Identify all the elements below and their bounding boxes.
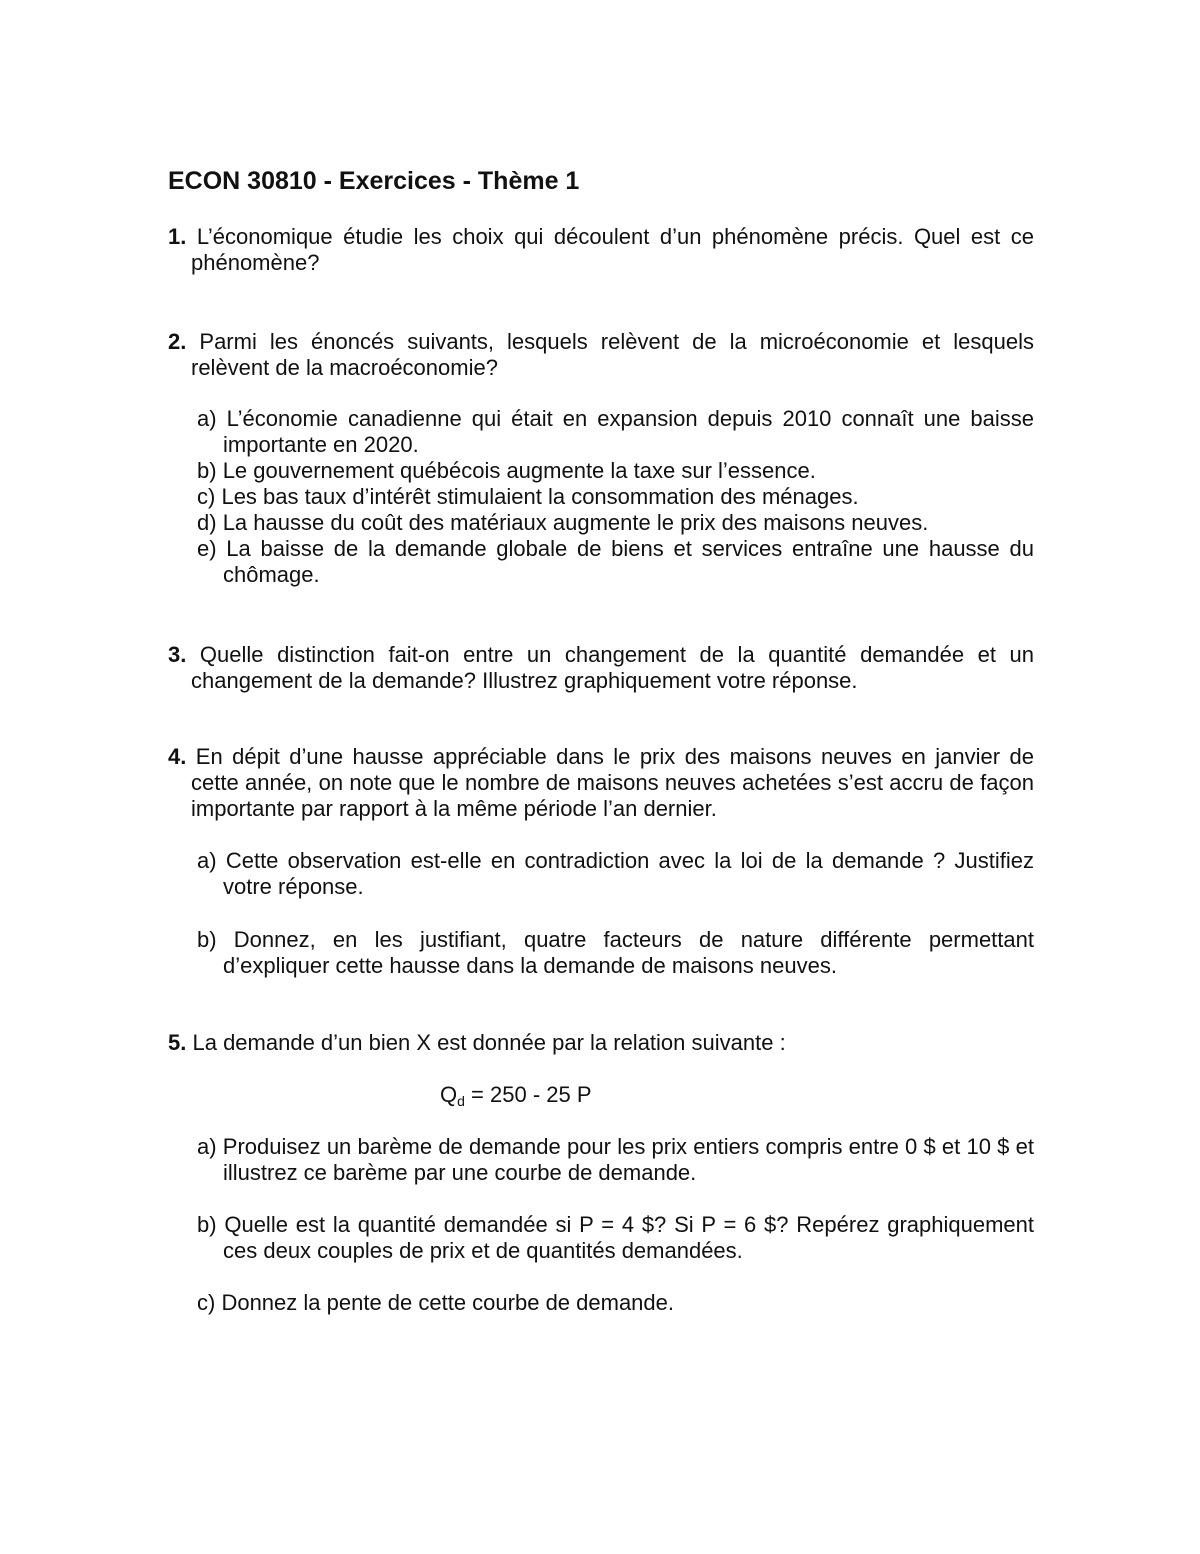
question-4-subitem-b (197, 927, 1034, 979)
question-2 (168, 329, 1034, 381)
list-item: a) Produisez un barème de demande pour les prix entiers compris entre 0 $ et 10 $ et illustrez ce barème par une courbe de demande. (197, 1134, 1034, 1185)
question-5-subitem-c (197, 1290, 1034, 1316)
list-item: b) Donnez, en les justifiant, quatre facteurs de nature différente permettant d’expliquer cette hausse dans la demande de maisons neuves. (197, 927, 1034, 978)
list-item: e) La baisse de la demande globale de biens et services entraîne une hausse du chômage. (197, 536, 1034, 587)
question-number: 2. (168, 329, 187, 354)
question-number: 3. (168, 642, 187, 667)
question-text: Quelle distinction fait-on entre un changement de la quantité demandée et un changement de la demande? Illustrez graphiquement votre réponse. (191, 642, 1034, 693)
question-2-subitems (197, 406, 1034, 588)
question-text: Parmi les énoncés suivants, lesquels relèvent de la microéconomie et lesquels relèvent de la macroéconomie? (191, 329, 1034, 380)
demand-formula: $Q_d = 250 - 25$ P (440, 1082, 592, 1109)
question-text: En dépit d’une hausse appréciable dans le prix des maisons neuves en janvier de cette année, on note que le nombre de maisons neuves achetées s’est accru de façon importante par rapport à la même période l’an dernier. (191, 744, 1034, 821)
list-item: c) Les bas taux d’intérêt stimulaient la consommation des ménages. (197, 484, 859, 509)
question-number: 5. (168, 1030, 187, 1055)
list-item: c) Donnez la pente de cette courbe de demande. (197, 1290, 674, 1315)
question-number: 1. (168, 224, 187, 249)
question-text: L’économique étudie les choix qui découlent d’un phénomène précis. Quel est ce phénomène? (191, 224, 1034, 275)
list-item: d) La hausse du coût des matériaux augmente le prix des maisons neuves. (197, 510, 929, 535)
list-item: b) Quelle est la quantité demandée si P = 4 $? Si P = 6 $? Repérez graphiquement ces deux couples de prix et de quantités demandées. (197, 1212, 1034, 1263)
page-title: ECON 30810 - Exercices - Thème 1 (168, 167, 580, 195)
question-number: 4. (168, 744, 187, 769)
question-5 (168, 1030, 1034, 1056)
question-1 (168, 224, 1034, 276)
list-item: b) Le gouvernement québécois augmente la taxe sur l’essence. (197, 458, 816, 483)
question-4 (168, 744, 1034, 822)
question-5-subitem-a (197, 1134, 1034, 1186)
list-item: a) Cette observation est-elle en contradiction avec la loi de la demande ? Justifiez votre réponse. (197, 848, 1034, 899)
question-4-subitem-a (197, 848, 1034, 900)
question-text: La demande d’un bien X est donnée par la relation suivante : (192, 1030, 786, 1055)
question-3 (168, 642, 1034, 694)
list-item: a) L’économie canadienne qui était en expansion depuis 2010 connaît une baisse importante en 2020. (197, 406, 1034, 457)
question-5-subitem-b (197, 1212, 1034, 1264)
